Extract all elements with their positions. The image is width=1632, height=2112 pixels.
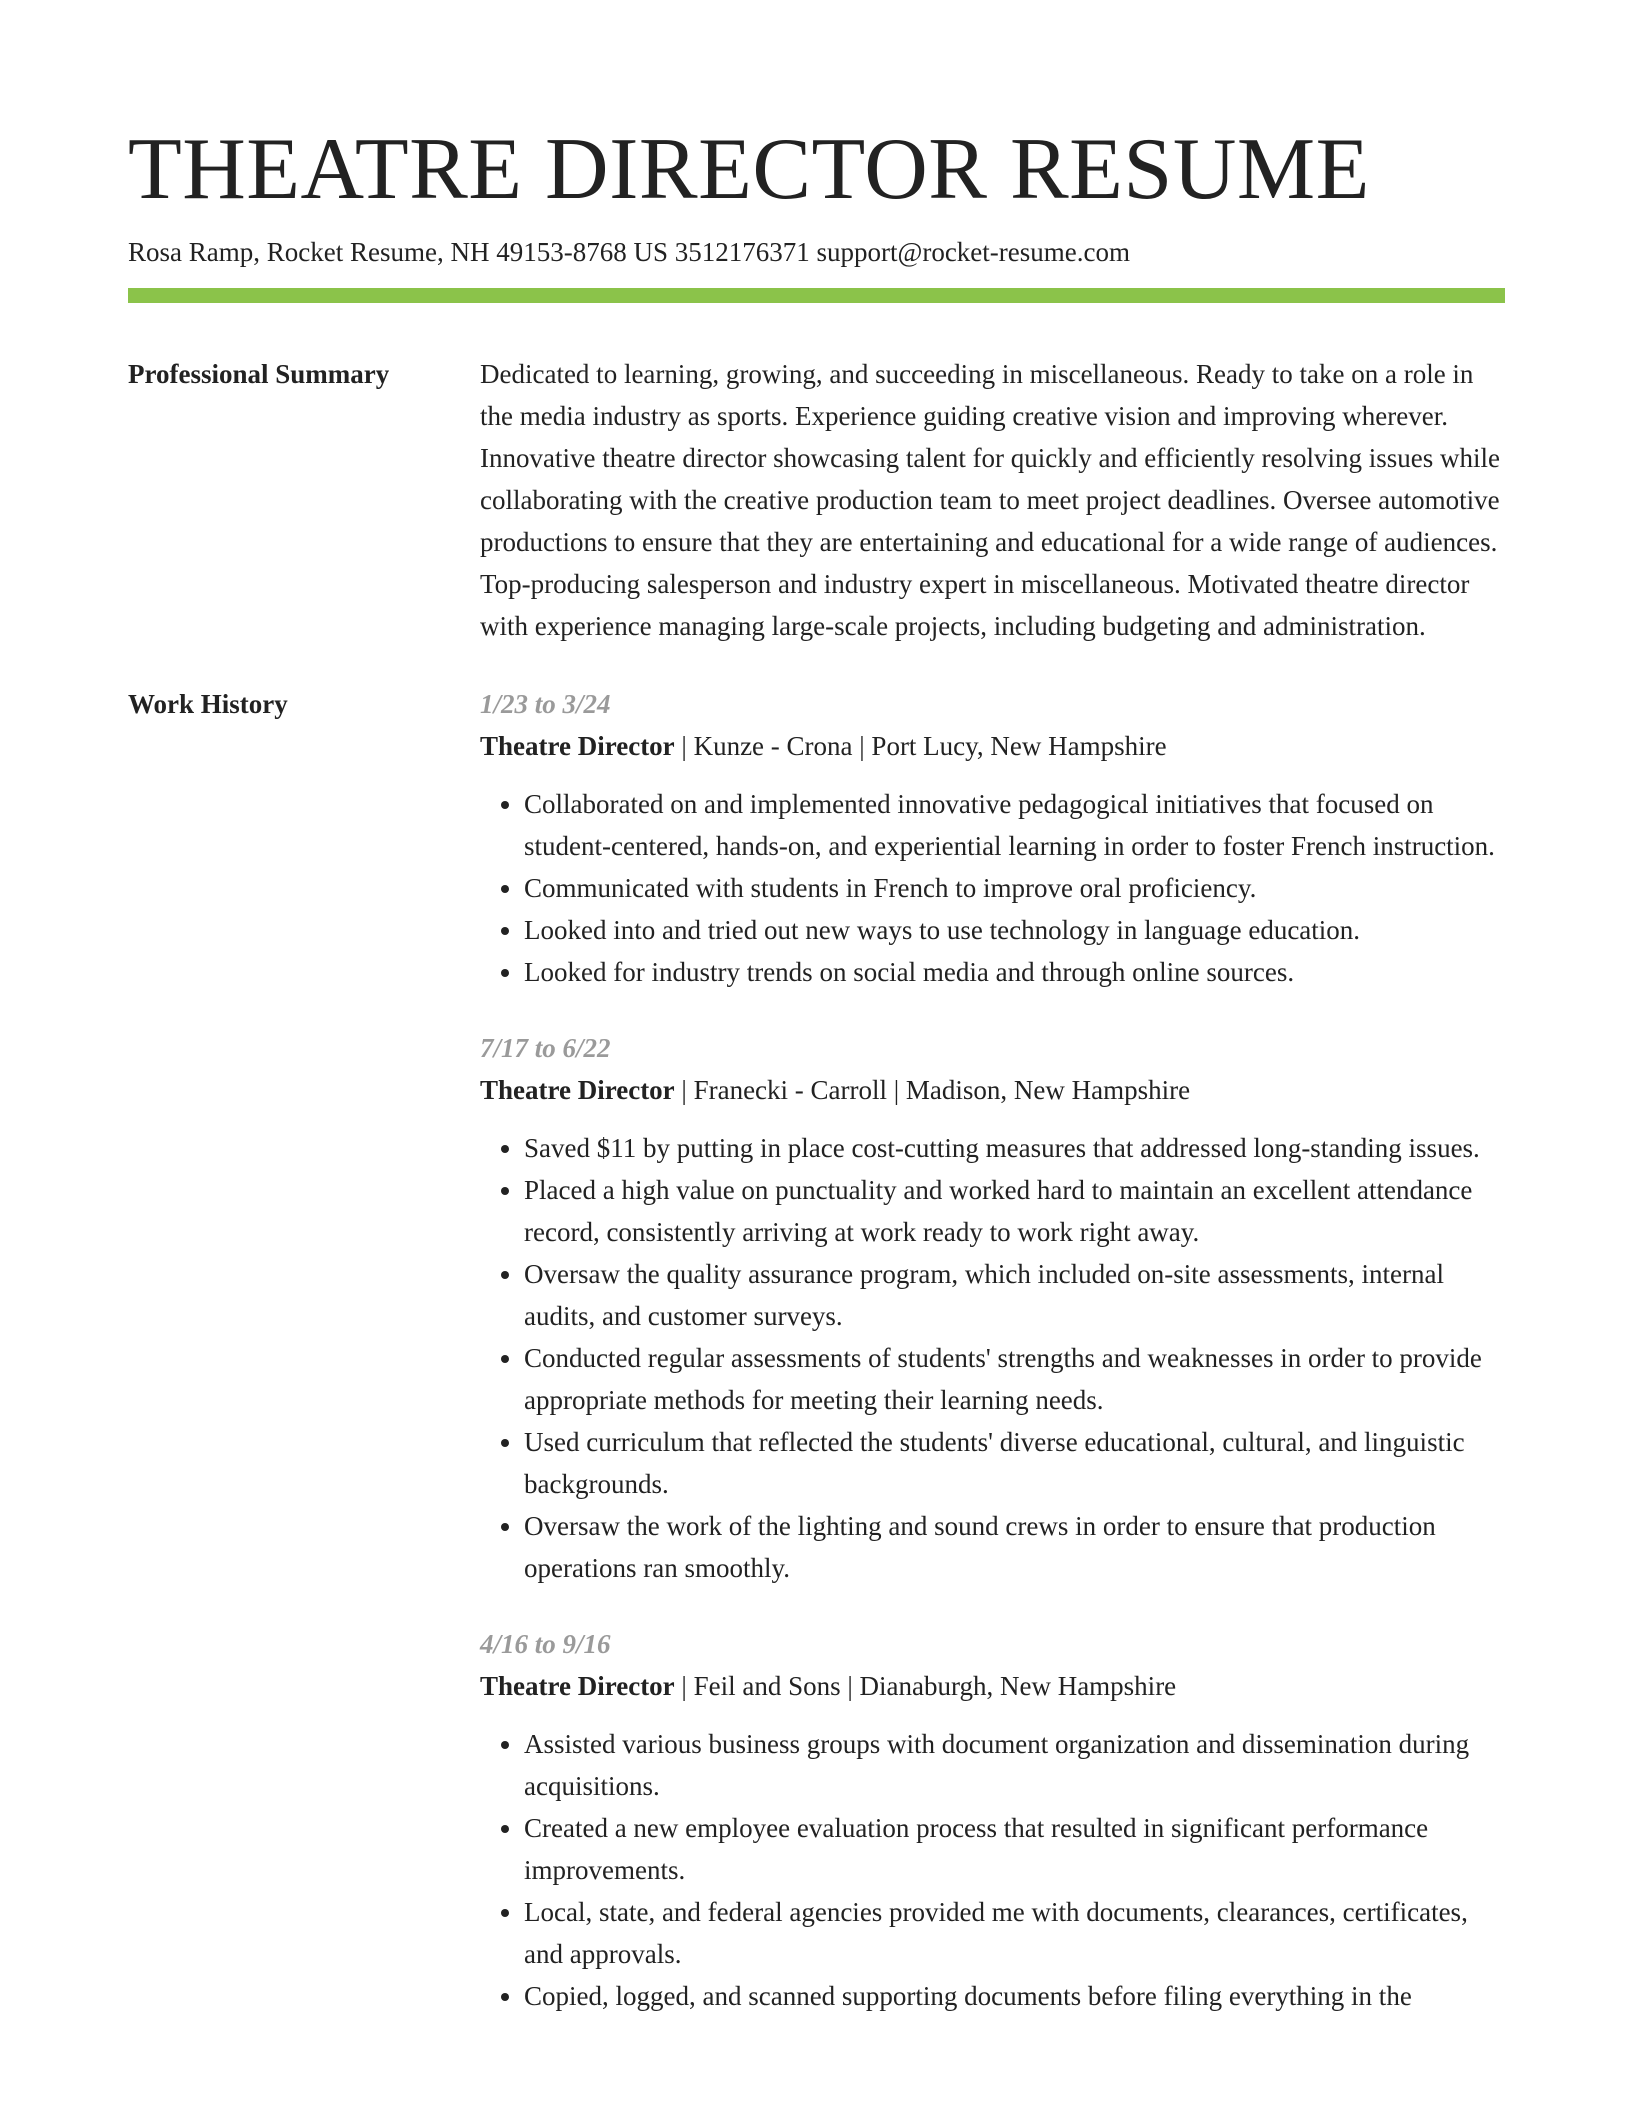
work-history-section	[128, 683, 1505, 2051]
job-bullet: • Conducted regular assessments of students' strengths and weaknesses in order to provide appropriate methods for meeting their learning needs.	[524, 1337, 1505, 1421]
contact-line: Rosa Ramp, Rocket Resume, NH 49153-8768 US 3512176371 support@rocket-resume.com	[128, 237, 1130, 267]
summary-section	[128, 353, 1505, 647]
job-details: | Feil and Sons | Dianaburgh, New Hampshire	[674, 1671, 1177, 1701]
job-bullet: • Looked for industry trends on social media and through online sources.	[524, 951, 1505, 993]
job-bullet: • Collaborated on and implemented innovative pedagogical initiatives that focused on student-centered, hands-on, and experiential learning in order to foster French instruction.	[524, 783, 1505, 867]
job-bullet: • Communicated with students in French to improve oral proficiency.	[524, 867, 1505, 909]
summary-heading: Professional Summary	[128, 359, 390, 389]
job-bullet: • Oversaw the quality assurance program, which included on-site assessments, internal audits, and customer surveys.	[524, 1253, 1505, 1337]
job-entry	[480, 1623, 1505, 2017]
job-dates: 4/16 to 9/16	[480, 1629, 611, 1659]
work-history-content	[480, 683, 1505, 2051]
job-bullet: • Saved $11 by putting in place cost-cutting measures that addressed long-standing issues.	[524, 1127, 1505, 1169]
job-dates: 7/17 to 6/22	[480, 1033, 611, 1063]
job-title: Theatre Director	[480, 1075, 675, 1105]
work-history-heading: Work History	[128, 689, 288, 719]
summary-text: Dedicated to learning, growing, and succeeding in miscellaneous. Ready to take on a role in the media industry as sports. Experience guiding creative vision and improving wherever. Innovative theatre director showcasing talent for quickly and efficiently resolving issues while collaborating with the creative production team to meet project deadlines. Oversee automotive productions to ensure that they are entertaining and educational for a wide range of audiences. Top-producing salesperson and industry expert in miscellaneous. Motivated theatre director with experience managing large-scale projects, including budgeting and administration.	[480, 359, 1500, 641]
job-bullets	[480, 1127, 1505, 1589]
job-title: Theatre Director	[480, 731, 675, 761]
job-details: | Franecki - Carroll | Madison, New Hampshire	[674, 1075, 1191, 1105]
job-header	[480, 1069, 1505, 1111]
job-bullet: • Created a new employee evaluation process that resulted in significant performance improvements.	[524, 1807, 1505, 1891]
job-bullet: • Used curriculum that reflected the students' diverse educational, cultural, and linguistic backgrounds.	[524, 1421, 1505, 1505]
job-bullets	[480, 1723, 1505, 2017]
resume-page	[128, 118, 1505, 2051]
summary-content	[480, 353, 1505, 647]
job-dates: 1/23 to 3/24	[480, 689, 611, 719]
job-bullet: • Local, state, and federal agencies provided me with documents, clearances, certificates, and approvals.	[524, 1891, 1505, 1975]
job-bullet: • Assisted various business groups with document organization and dissemination during acquisitions.	[524, 1723, 1505, 1807]
accent-divider	[128, 288, 1505, 303]
job-header	[480, 1665, 1505, 1707]
job-header	[480, 725, 1505, 767]
job-bullet: • Placed a high value on punctuality and worked hard to maintain an excellent attendance record, consistently arriving at work ready to work right away.	[524, 1169, 1505, 1253]
job-title: Theatre Director	[480, 1671, 675, 1701]
job-details: | Kunze - Crona | Port Lucy, New Hampshire	[674, 731, 1167, 761]
job-entry	[480, 1027, 1505, 1589]
job-bullets	[480, 783, 1505, 993]
job-bullet: • Oversaw the work of the lighting and sound crews in order to ensure that production operations ran smoothly.	[524, 1505, 1505, 1589]
job-bullet: • Copied, logged, and scanned supporting documents before filing everything in the	[524, 1975, 1505, 2017]
resume-title: THEATRE DIRECTOR RESUME	[128, 121, 1370, 218]
job-entry	[480, 683, 1505, 993]
job-bullet: • Looked into and tried out new ways to use technology in language education.	[524, 909, 1505, 951]
